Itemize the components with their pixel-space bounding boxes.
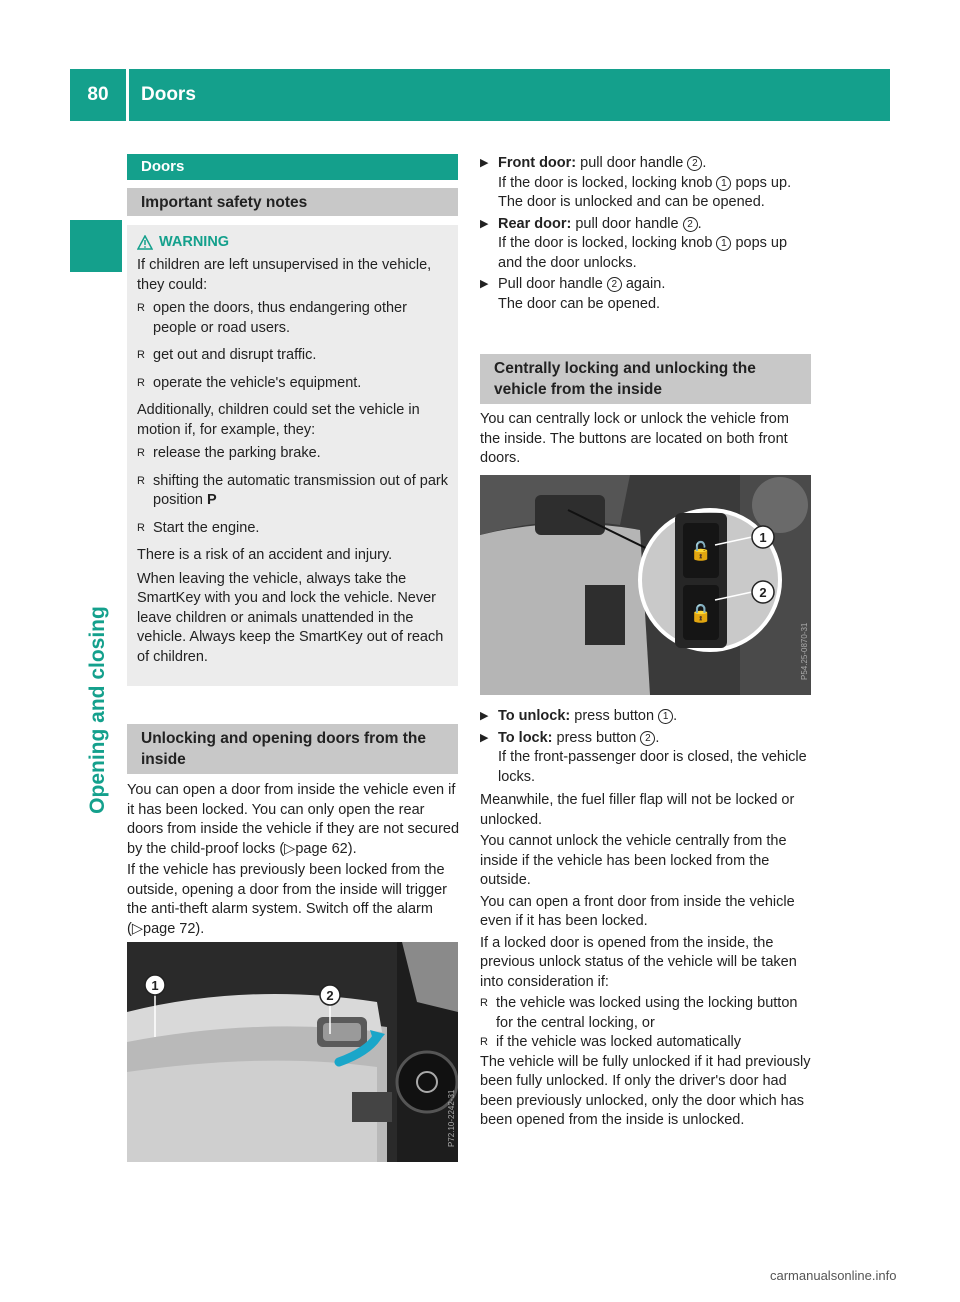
door-steps bbox=[480, 154, 813, 316]
park-position-letter: P bbox=[207, 492, 217, 508]
bullet-text: get out and disrupt traffic. bbox=[153, 347, 317, 363]
figure-code: P54.25-0870-31 bbox=[800, 622, 809, 680]
callout-2-label: 2 bbox=[326, 988, 334, 1003]
bullet-icon: R bbox=[480, 997, 488, 1009]
central-lock-illustration bbox=[480, 475, 811, 695]
list-item bbox=[137, 519, 448, 543]
step-detail: If the door is locked, locking knob bbox=[498, 235, 717, 251]
para-text: ). bbox=[347, 840, 357, 857]
list-item bbox=[480, 1033, 813, 1053]
body-paragraph: Meanwhile, the fuel filler flap will not be locked or unlocked. bbox=[480, 792, 795, 828]
step-arrow-icon: ▶ bbox=[480, 278, 489, 290]
step-detail-end: pops up and the door unlocks. bbox=[498, 235, 788, 271]
side-tab-label: Opening and closing bbox=[86, 606, 109, 814]
central-intro: You can centrally lock or unlock the vehicle from the inside. The buttons are located on both front doors. bbox=[480, 411, 789, 466]
step-text-end: . bbox=[655, 729, 660, 746]
warning-mid: Additionally, children could set the vehicle in motion if, for example, they: bbox=[137, 402, 420, 438]
bullet-text: if the vehicle was locked automatically bbox=[496, 1034, 742, 1050]
body-paragraph: If a locked door is opened from the inside, the previous unlock status of the vehicle will be taken into consideration if: bbox=[480, 934, 797, 990]
step-label: Rear door: bbox=[498, 215, 572, 232]
step-arrow-icon: ▶ bbox=[480, 731, 489, 744]
callout-1-label: 1 bbox=[759, 530, 767, 545]
step-detail: If the front-passenger door is closed, the vehicle locks. bbox=[498, 749, 807, 785]
page-number: 80 bbox=[87, 84, 109, 105]
callout-icon: 1 bbox=[716, 176, 731, 191]
step-text-end: again. bbox=[621, 276, 666, 292]
callout-2-label: 2 bbox=[759, 585, 767, 600]
step-arrow-icon: ▶ bbox=[480, 157, 489, 169]
bullet-icon: R bbox=[137, 521, 145, 534]
header-title: Doors bbox=[141, 84, 196, 105]
header-divider bbox=[126, 69, 129, 121]
unlock-para-2 bbox=[127, 861, 460, 939]
bullet-text bbox=[153, 472, 448, 511]
step-detail: If the door is locked, locking knob bbox=[498, 174, 717, 191]
side-tab-marker bbox=[70, 220, 122, 272]
lock-icon: 🔒 bbox=[689, 603, 713, 624]
watermark: carmanualsonline.info bbox=[770, 1268, 897, 1283]
step-pull-again bbox=[480, 275, 813, 314]
callout-icon: 1 bbox=[716, 236, 731, 251]
step-text: pull door handle bbox=[571, 215, 683, 232]
warning-label: WARNING bbox=[159, 234, 230, 250]
page-ref-arrow-icon: ▷ bbox=[131, 920, 143, 937]
step-label: To lock: bbox=[498, 729, 553, 746]
warning-intro: If children are left unsupervised in the vehicle, they could: bbox=[137, 257, 432, 293]
step-label: Front door: bbox=[498, 155, 577, 171]
door-interior-illustration bbox=[127, 942, 458, 1162]
bullet-text: release the parking brake. bbox=[153, 445, 321, 461]
step-detail: The door can be opened. bbox=[498, 295, 661, 312]
bullet-text: open the doors, thus endangering other people or road users. bbox=[153, 300, 407, 336]
bullet-text: the vehicle was locked using the locking button for the central locking, or bbox=[496, 995, 798, 1031]
warning-risk: There is a risk of an accident and injury. bbox=[137, 547, 393, 563]
unlock-para-1 bbox=[127, 781, 460, 859]
callout-1-label: 1 bbox=[151, 978, 159, 993]
callout-icon: 2 bbox=[687, 156, 702, 171]
step-text-end: . bbox=[697, 215, 702, 232]
step-text: pull door handle bbox=[576, 155, 688, 171]
step-front-door bbox=[480, 154, 813, 213]
step-text: press button bbox=[552, 729, 641, 746]
step-unlock bbox=[480, 707, 813, 727]
unlock-icon: 🔓 bbox=[689, 541, 713, 562]
step-arrow-icon: ▶ bbox=[480, 217, 489, 230]
page-ref-arrow-icon: ▷ bbox=[284, 840, 296, 857]
central-lock-figure bbox=[480, 475, 811, 695]
bullet-icon: R bbox=[137, 447, 145, 459]
warning-triangle-icon bbox=[137, 235, 153, 250]
list-item bbox=[137, 374, 448, 398]
warning-advice: When leaving the vehicle, always take the SmartKey with you and lock the vehicle. Never leave children or animals unattended in the vehicle. Always keep the SmartKey out of reach of children. bbox=[137, 570, 444, 665]
callout-icon: 2 bbox=[607, 277, 622, 292]
figure-code: P72.10-2242-31 bbox=[447, 1089, 456, 1147]
bullet-icon: R bbox=[137, 474, 145, 487]
bullet-icon: R bbox=[137, 376, 145, 389]
bullet-icon: R bbox=[137, 349, 145, 361]
callout-icon: 1 bbox=[658, 709, 673, 724]
step-arrow-icon: ▶ bbox=[480, 710, 489, 722]
bullet-text: operate the vehicle's equipment. bbox=[153, 374, 362, 391]
page-ref-link[interactable]: page 72 bbox=[143, 920, 196, 937]
list-item bbox=[137, 346, 448, 370]
side-tab bbox=[78, 560, 118, 860]
bullet-text-main: shifting the automatic transmission out of park position bbox=[153, 472, 448, 508]
central-lock-title: Centrally locking and unlocking the vehicle from the inside bbox=[480, 354, 811, 404]
page-ref-link[interactable]: page 62 bbox=[295, 840, 348, 857]
step-text: Pull door handle bbox=[498, 276, 607, 292]
bullet-icon: R bbox=[137, 302, 145, 314]
step-text-end: . bbox=[673, 708, 678, 724]
section-title: Doors bbox=[127, 154, 458, 180]
central-lock-text bbox=[480, 707, 813, 1131]
safety-title: Important safety notes bbox=[127, 188, 458, 216]
central-intro-block bbox=[480, 410, 813, 469]
list-item bbox=[137, 299, 448, 342]
warning-box bbox=[127, 225, 458, 686]
para-text: You can open a door from inside the vehicle even if it has been locked. You can only open the rear doors from inside the vehicle if they are not secured by the child-proof locks ( bbox=[127, 782, 460, 857]
door-handle-figure bbox=[127, 942, 458, 1162]
list-item bbox=[137, 472, 448, 515]
callout-icon: 2 bbox=[683, 217, 698, 232]
step-detail-end: pops up. The door is unlocked and can be opened. bbox=[498, 174, 792, 210]
unlock-text bbox=[127, 781, 460, 939]
para-text: If the vehicle has previously been locked from the outside, opening a door from the inside will trigger the anti-theft alarm system. Switch off the alarm ( bbox=[127, 862, 447, 937]
list-item bbox=[137, 444, 448, 468]
list-item bbox=[480, 994, 813, 1033]
bullet-icon: R bbox=[480, 1036, 488, 1048]
step-text: press button bbox=[570, 708, 659, 724]
step-rear-door bbox=[480, 215, 813, 274]
bullet-text: Start the engine. bbox=[153, 519, 260, 536]
body-paragraph: You can open a front door from inside the vehicle even if it has been locked. bbox=[480, 893, 795, 929]
para-text: ). bbox=[195, 920, 205, 937]
step-label: To unlock: bbox=[498, 708, 571, 724]
warning-heading bbox=[137, 231, 448, 253]
unlock-title: Unlocking and opening doors from the inside bbox=[127, 724, 458, 774]
callout-icon: 2 bbox=[640, 731, 655, 746]
step-text-end: . bbox=[702, 155, 707, 171]
step-lock bbox=[480, 729, 813, 788]
body-paragraph: The vehicle will be fully unlocked if it had previously been fully unlocked. If only the driver's door had been previously unlocked, only the door which has been opened from the inside is unlocked. bbox=[480, 1053, 811, 1128]
body-paragraph: You cannot unlock the vehicle centrally from the inside if the vehicle has been locked from the outside. bbox=[480, 833, 787, 888]
